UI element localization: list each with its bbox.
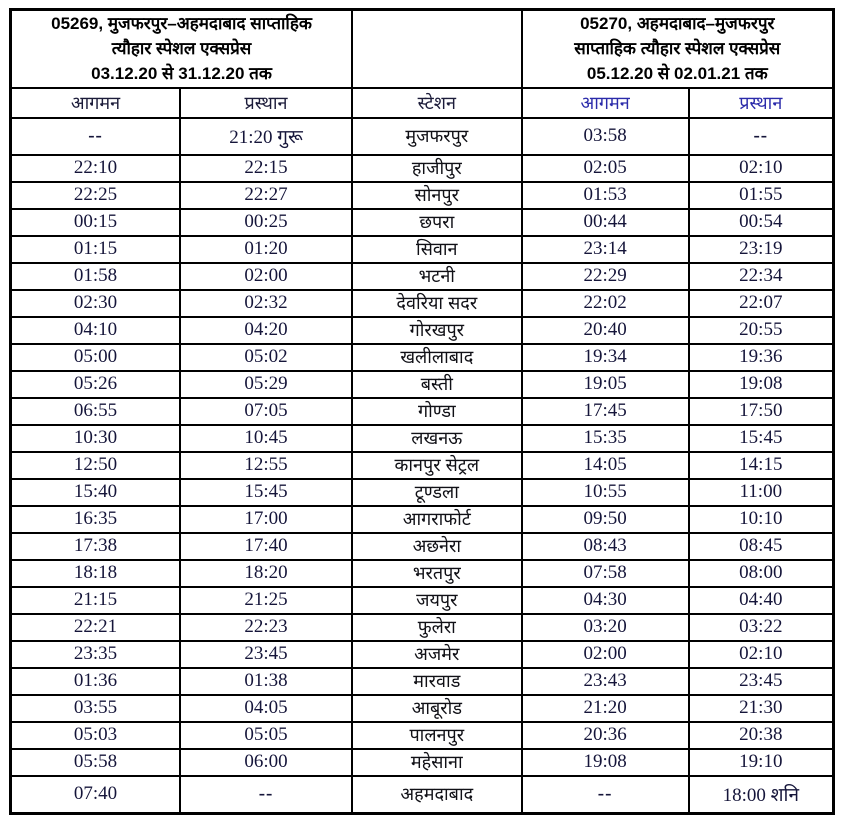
arrival-left-cell: 01:36 [11, 668, 181, 695]
arrival-right-cell: 17:45 [522, 398, 689, 425]
station-cell: अहमदाबाद [352, 776, 522, 814]
column-header-arrival-right: आगमन [522, 88, 689, 118]
departure-left-cell: 02:00 [180, 263, 352, 290]
column-header-row [11, 88, 834, 118]
arrival-right-cell: 09:50 [522, 506, 689, 533]
departure-left-cell: 04:20 [180, 317, 352, 344]
departure-left-cell: 00:25 [180, 209, 352, 236]
departure-right-cell: 00:54 [689, 209, 834, 236]
departure-left-cell: 02:32 [180, 290, 352, 317]
departure-left-cell: 22:23 [180, 614, 352, 641]
arrival-left-cell: 22:25 [11, 182, 181, 209]
column-header-departure-left: प्रस्थान [180, 88, 352, 118]
departure-left-cell: 01:20 [180, 236, 352, 263]
departure-left-cell: 21:25 [180, 587, 352, 614]
table-row [11, 371, 834, 398]
table-row [11, 290, 834, 317]
header-empty-cell [352, 10, 522, 88]
arrival-left-cell: 23:35 [11, 641, 181, 668]
departure-left-cell: 17:00 [180, 506, 352, 533]
column-header-departure-right: प्रस्थान [689, 88, 834, 118]
arrival-left-cell: -- [11, 118, 181, 155]
departure-right-cell: 22:34 [689, 263, 834, 290]
departure-right-cell: 15:45 [689, 425, 834, 452]
departure-left-cell: 17:40 [180, 533, 352, 560]
arrival-right-cell: 22:29 [522, 263, 689, 290]
station-cell: अछनेरा [352, 533, 522, 560]
arrival-right-cell: 02:05 [522, 155, 689, 182]
arrival-right-cell: 04:30 [522, 587, 689, 614]
station-cell: आबूरोड [352, 695, 522, 722]
departure-right-cell: 04:40 [689, 587, 834, 614]
arrival-left-cell: 03:55 [11, 695, 181, 722]
departure-right-cell: 23:19 [689, 236, 834, 263]
arrival-left-cell: 22:21 [11, 614, 181, 641]
arrival-right-cell: 20:36 [522, 722, 689, 749]
arrival-right-cell: 14:05 [522, 452, 689, 479]
departure-left-cell: 05:02 [180, 344, 352, 371]
departure-left-cell: 05:05 [180, 722, 352, 749]
departure-left-cell: 22:15 [180, 155, 352, 182]
arrival-left-cell: 07:40 [11, 776, 181, 814]
timetable-body [11, 10, 834, 814]
departure-left-cell: 22:27 [180, 182, 352, 209]
departure-right-cell: 20:38 [689, 722, 834, 749]
header-block-row [11, 10, 834, 88]
arrival-right-cell: 23:43 [522, 668, 689, 695]
station-cell: महेसाना [352, 749, 522, 776]
train-right-title-line2: साप्ताहिक त्यौहार स्पेशल एक्सप्रेस [574, 39, 781, 59]
arrival-left-cell: 15:40 [11, 479, 181, 506]
departure-right-cell: 10:10 [689, 506, 834, 533]
table-row [11, 182, 834, 209]
arrival-left-cell: 10:30 [11, 425, 181, 452]
departure-right-cell: 19:36 [689, 344, 834, 371]
station-cell: देवरिया सदर [352, 290, 522, 317]
table-row [11, 614, 834, 641]
departure-right-cell: 18:00 शनि [689, 776, 834, 814]
station-cell: फुलेरा [352, 614, 522, 641]
departure-right-cell: 02:10 [689, 641, 834, 668]
table-row [11, 479, 834, 506]
train-left-title [11, 10, 353, 88]
station-cell: जयपुर [352, 587, 522, 614]
station-cell: कानपुर सेट्रल [352, 452, 522, 479]
departure-right-cell: 23:45 [689, 668, 834, 695]
arrival-left-cell: 17:38 [11, 533, 181, 560]
table-row [11, 776, 834, 814]
arrival-left-cell: 05:58 [11, 749, 181, 776]
station-cell: लखनऊ [352, 425, 522, 452]
departure-right-cell: 03:22 [689, 614, 834, 641]
arrival-left-cell: 16:35 [11, 506, 181, 533]
departure-right-cell: 20:55 [689, 317, 834, 344]
arrival-right-cell: 03:58 [522, 118, 689, 155]
arrival-left-cell: 22:10 [11, 155, 181, 182]
arrival-left-cell: 00:15 [11, 209, 181, 236]
arrival-left-cell: 05:26 [11, 371, 181, 398]
table-row [11, 317, 834, 344]
station-cell: खलीलाबाद [352, 344, 522, 371]
departure-left-cell: 18:20 [180, 560, 352, 587]
arrival-right-cell: 23:14 [522, 236, 689, 263]
station-cell: हाजीपुर [352, 155, 522, 182]
arrival-right-cell: 19:34 [522, 344, 689, 371]
departure-right-cell: 21:30 [689, 695, 834, 722]
train-right-title [522, 10, 834, 88]
station-cell: सोनपुर [352, 182, 522, 209]
departure-right-cell: 19:10 [689, 749, 834, 776]
departure-right-cell: 22:07 [689, 290, 834, 317]
departure-left-cell: 15:45 [180, 479, 352, 506]
arrival-left-cell: 02:30 [11, 290, 181, 317]
departure-left-cell: 21:20 गुरू [180, 118, 352, 155]
station-cell: बस्ती [352, 371, 522, 398]
table-row [11, 641, 834, 668]
arrival-right-cell: 00:44 [522, 209, 689, 236]
arrival-right-cell: 01:53 [522, 182, 689, 209]
station-cell: अजमेर [352, 641, 522, 668]
arrival-left-cell: 01:58 [11, 263, 181, 290]
arrival-right-cell: 08:43 [522, 533, 689, 560]
arrival-right-cell: 10:55 [522, 479, 689, 506]
table-row [11, 236, 834, 263]
arrival-right-cell: 07:58 [522, 560, 689, 587]
train-right-title-line3: 05.12.20 से 02.01.21 तक [586, 64, 768, 84]
departure-right-cell: 19:08 [689, 371, 834, 398]
table-row [11, 452, 834, 479]
station-cell: मुजफरपुर [352, 118, 522, 155]
departure-right-cell: 02:10 [689, 155, 834, 182]
departure-right-cell: 11:00 [689, 479, 834, 506]
departure-left-cell: 05:29 [180, 371, 352, 398]
table-row [11, 209, 834, 236]
departure-left-cell: 10:45 [180, 425, 352, 452]
train-left-title-line1: 05269, मुजफरपुर–अहमदाबाद साप्ताहिक [51, 14, 312, 34]
column-header-arrival-left: आगमन [11, 88, 181, 118]
arrival-right-cell: 22:02 [522, 290, 689, 317]
table-row [11, 118, 834, 155]
arrival-right-cell: 19:05 [522, 371, 689, 398]
arrival-right-cell: 21:20 [522, 695, 689, 722]
arrival-left-cell: 18:18 [11, 560, 181, 587]
station-cell: भरतपुर [352, 560, 522, 587]
arrival-right-cell: 20:40 [522, 317, 689, 344]
arrival-right-cell: 02:00 [522, 641, 689, 668]
arrival-right-cell: 19:08 [522, 749, 689, 776]
station-cell: पालनपुर [352, 722, 522, 749]
table-row [11, 155, 834, 182]
arrival-left-cell: 06:55 [11, 398, 181, 425]
arrival-right-cell: -- [522, 776, 689, 814]
arrival-right-cell: 03:20 [522, 614, 689, 641]
departure-left-cell: 01:38 [180, 668, 352, 695]
table-row [11, 506, 834, 533]
table-row [11, 749, 834, 776]
departure-left-cell: -- [180, 776, 352, 814]
departure-left-cell: 23:45 [180, 641, 352, 668]
departure-right-cell: 08:45 [689, 533, 834, 560]
departure-left-cell: 04:05 [180, 695, 352, 722]
station-cell: गोरखपुर [352, 317, 522, 344]
train-left-title-line3: 03.12.20 से 31.12.20 तक [91, 64, 272, 84]
table-row [11, 398, 834, 425]
table-row [11, 587, 834, 614]
departure-left-cell: 06:00 [180, 749, 352, 776]
departure-left-cell: 07:05 [180, 398, 352, 425]
arrival-left-cell: 05:03 [11, 722, 181, 749]
table-row [11, 533, 834, 560]
departure-right-cell: 08:00 [689, 560, 834, 587]
table-row [11, 344, 834, 371]
station-cell: छपरा [352, 209, 522, 236]
table-row [11, 560, 834, 587]
station-cell: टूण्डला [352, 479, 522, 506]
table-row [11, 722, 834, 749]
station-cell: मारवाड [352, 668, 522, 695]
arrival-left-cell: 04:10 [11, 317, 181, 344]
train-left-title-line2: त्यौहार स्पेशल एक्सप्रेस [111, 39, 252, 59]
table-row [11, 668, 834, 695]
arrival-left-cell: 21:15 [11, 587, 181, 614]
train-timetable [9, 8, 835, 815]
departure-right-cell: -- [689, 118, 834, 155]
arrival-left-cell: 01:15 [11, 236, 181, 263]
arrival-right-cell: 15:35 [522, 425, 689, 452]
station-cell: गोण्डा [352, 398, 522, 425]
table-row [11, 425, 834, 452]
table-row [11, 695, 834, 722]
station-cell: आगराफोर्ट [352, 506, 522, 533]
departure-right-cell: 17:50 [689, 398, 834, 425]
arrival-left-cell: 12:50 [11, 452, 181, 479]
table-row [11, 263, 834, 290]
train-right-title-line1: 05270, अहमदाबाद–मुजफरपुर [580, 14, 775, 34]
departure-left-cell: 12:55 [180, 452, 352, 479]
station-cell: भटनी [352, 263, 522, 290]
station-cell: सिवान [352, 236, 522, 263]
departure-right-cell: 01:55 [689, 182, 834, 209]
column-header-station: स्टेशन [352, 88, 522, 118]
arrival-left-cell: 05:00 [11, 344, 181, 371]
departure-right-cell: 14:15 [689, 452, 834, 479]
